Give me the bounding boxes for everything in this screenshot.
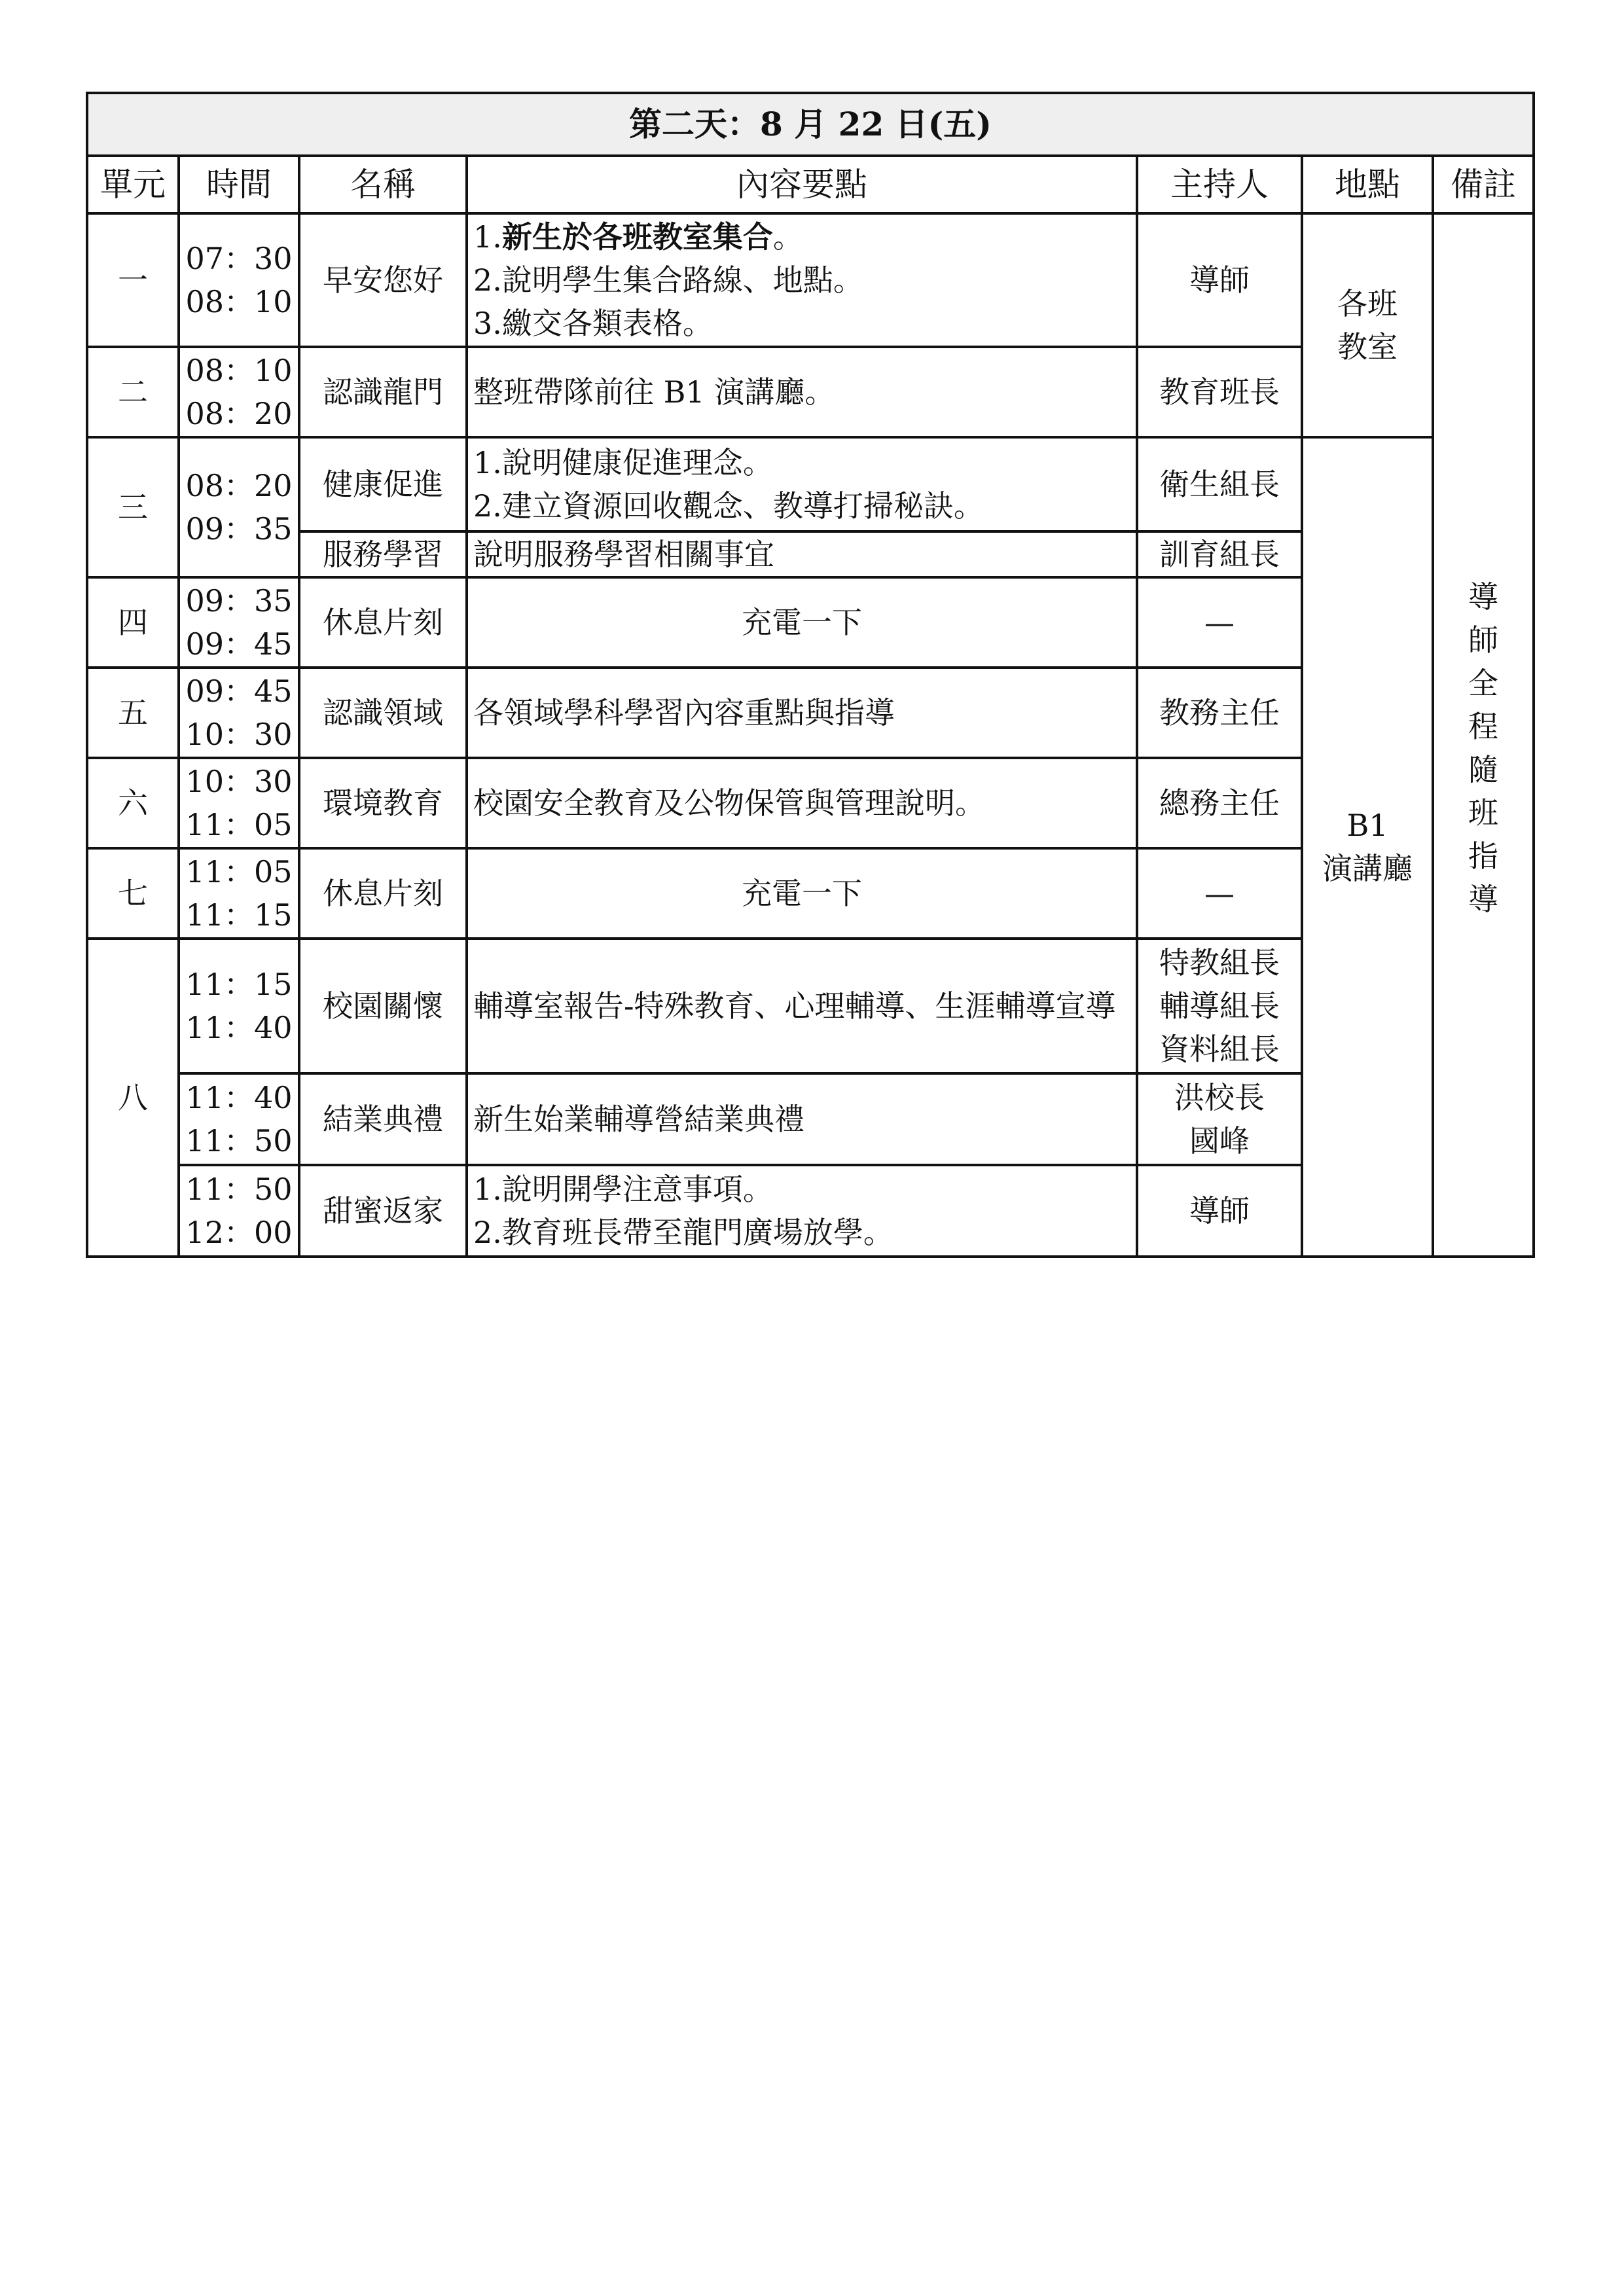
header-content: 內容要點 (467, 156, 1137, 213)
time-start: 08：10 (185, 353, 293, 388)
time-end: 11：05 (185, 807, 293, 842)
name-cell: 環境教育 (299, 758, 467, 848)
unit-cell: 三 (87, 437, 179, 577)
time-cell (179, 1073, 299, 1165)
time-cell (179, 668, 299, 758)
content-emphasis: 新生於各班教室集合 (501, 219, 773, 255)
host-line: 國峰 (1189, 1123, 1250, 1158)
content-cell: 各領域學科學習內容重點與指導 (467, 668, 1137, 758)
note-char: 程 (1468, 709, 1498, 744)
name-cell: 結業典禮 (299, 1073, 467, 1165)
time-cell (179, 577, 299, 668)
content-cell: 充電一下 (467, 577, 1137, 668)
note-char: 指 (1468, 838, 1498, 874)
host-cell (1137, 939, 1302, 1073)
time-cell (179, 347, 299, 437)
name-cell: 休息片刻 (299, 848, 467, 939)
content-line: 2.建立資源回收觀念、教導打掃秘訣。 (473, 488, 984, 524)
host-cell: 衛生組長 (1137, 437, 1302, 531)
header-time: 時間 (179, 156, 299, 213)
time-start: 11：15 (185, 967, 293, 1002)
place-line: B1 (1346, 808, 1388, 843)
content-line: 3.繳交各類表格。 (473, 306, 713, 341)
host-line: 資料組長 (1159, 1031, 1280, 1067)
host-cell: 教育班長 (1137, 347, 1302, 437)
time-end: 09：45 (185, 626, 293, 662)
unit-cell: 四 (87, 577, 179, 668)
table-row (87, 437, 1534, 531)
content-cell: 新生始業輔導營結業典禮 (467, 1073, 1137, 1165)
place-line: 演講廳 (1322, 851, 1413, 886)
time-start: 11：05 (185, 854, 293, 889)
time-start: 07：30 (185, 241, 293, 276)
content-line: 2.說明學生集合路線、地點。 (473, 262, 863, 298)
content-line: 2.教育班長帶至龍門廣場放學。 (473, 1215, 893, 1250)
host-cell: 教務主任 (1137, 668, 1302, 758)
unit-cell: 二 (87, 347, 179, 437)
name-cell: 健康促進 (299, 437, 467, 531)
time-cell (179, 437, 299, 577)
name-cell: 服務學習 (299, 531, 467, 577)
content-line (473, 215, 1130, 259)
table-row (87, 213, 1534, 347)
note-cell (1433, 213, 1534, 1257)
time-start: 08：20 (185, 468, 293, 503)
place-cell-classroom (1302, 213, 1433, 437)
time-cell (179, 848, 299, 939)
content-cell: 整班帶隊前往 B1 演講廳。 (467, 347, 1137, 437)
note-char: 師 (1468, 622, 1498, 658)
unit-cell: 五 (87, 668, 179, 758)
time-end: 11：40 (185, 1010, 293, 1045)
content-cell: 輔導室報告-特殊教育、心理輔導、生涯輔導宣導 (467, 939, 1137, 1073)
header-name: 名稱 (299, 156, 467, 213)
host-cell: — (1137, 848, 1302, 939)
schedule-table (86, 92, 1535, 1258)
note-char: 導 (1468, 579, 1498, 615)
unit-cell: 六 (87, 758, 179, 848)
note-char: 班 (1468, 795, 1498, 831)
place-line: 教室 (1337, 329, 1398, 365)
host-cell: 總務主任 (1137, 758, 1302, 848)
time-start: 09：35 (185, 583, 293, 619)
unit-cell: 一 (87, 213, 179, 347)
time-end: 11：50 (185, 1123, 293, 1158)
unit-cell: 七 (87, 848, 179, 939)
content-cell: 充電一下 (467, 848, 1137, 939)
time-end: 09：35 (185, 511, 293, 547)
time-start: 11：40 (185, 1080, 293, 1115)
note-char: 隨 (1468, 752, 1498, 787)
content-cell (467, 213, 1137, 347)
host-cell (1137, 1073, 1302, 1165)
name-cell: 認識領域 (299, 668, 467, 758)
time-end: 11：15 (185, 897, 293, 933)
name-cell: 認識龍門 (299, 347, 467, 437)
content-line: 1.說明健康促進理念。 (473, 445, 773, 480)
name-cell: 校園關懷 (299, 939, 467, 1073)
header-place: 地點 (1302, 156, 1433, 213)
time-start: 09：45 (185, 673, 293, 709)
header-host: 主持人 (1137, 156, 1302, 213)
time-start: 10：30 (185, 764, 293, 799)
header-note: 備註 (1433, 156, 1534, 213)
host-cell: — (1137, 577, 1302, 668)
time-cell (179, 939, 299, 1073)
host-line: 輔導組長 (1159, 988, 1280, 1024)
name-cell: 早安您好 (299, 213, 467, 347)
time-cell (179, 1165, 299, 1257)
header-unit: 單元 (87, 156, 179, 213)
host-cell: 導師 (1137, 213, 1302, 347)
time-cell (179, 213, 299, 347)
content-cell (467, 1165, 1137, 1257)
time-start: 11：50 (185, 1172, 293, 1207)
content-line: 1.說明開學注意事項。 (473, 1172, 773, 1207)
time-end: 12：00 (185, 1215, 293, 1250)
host-line: 特教組長 (1159, 945, 1280, 980)
content-cell: 校園安全教育及公物保管與管理說明。 (467, 758, 1137, 848)
content-cell (467, 437, 1137, 531)
content-cell: 說明服務學習相關事宜 (467, 531, 1137, 577)
time-end: 08：20 (185, 396, 293, 431)
host-line: 洪校長 (1174, 1080, 1265, 1115)
place-line: 各班 (1337, 286, 1398, 321)
time-end: 08：10 (185, 284, 293, 319)
time-cell (179, 758, 299, 848)
time-end: 10：30 (185, 717, 293, 752)
unit-cell: 八 (87, 939, 179, 1257)
note-char: 導 (1468, 882, 1498, 917)
host-cell: 導師 (1137, 1165, 1302, 1257)
header-row (87, 156, 1534, 213)
content-prefix: 1. (473, 219, 502, 255)
host-cell: 訓育組長 (1137, 531, 1302, 577)
content-suffix: 。 (772, 219, 803, 255)
name-cell: 甜蜜返家 (299, 1165, 467, 1257)
day-title: 第二天：8 月 22 日(五) (87, 93, 1534, 156)
name-cell: 休息片刻 (299, 577, 467, 668)
place-cell-hall (1302, 437, 1433, 1257)
note-char: 全 (1468, 666, 1498, 701)
